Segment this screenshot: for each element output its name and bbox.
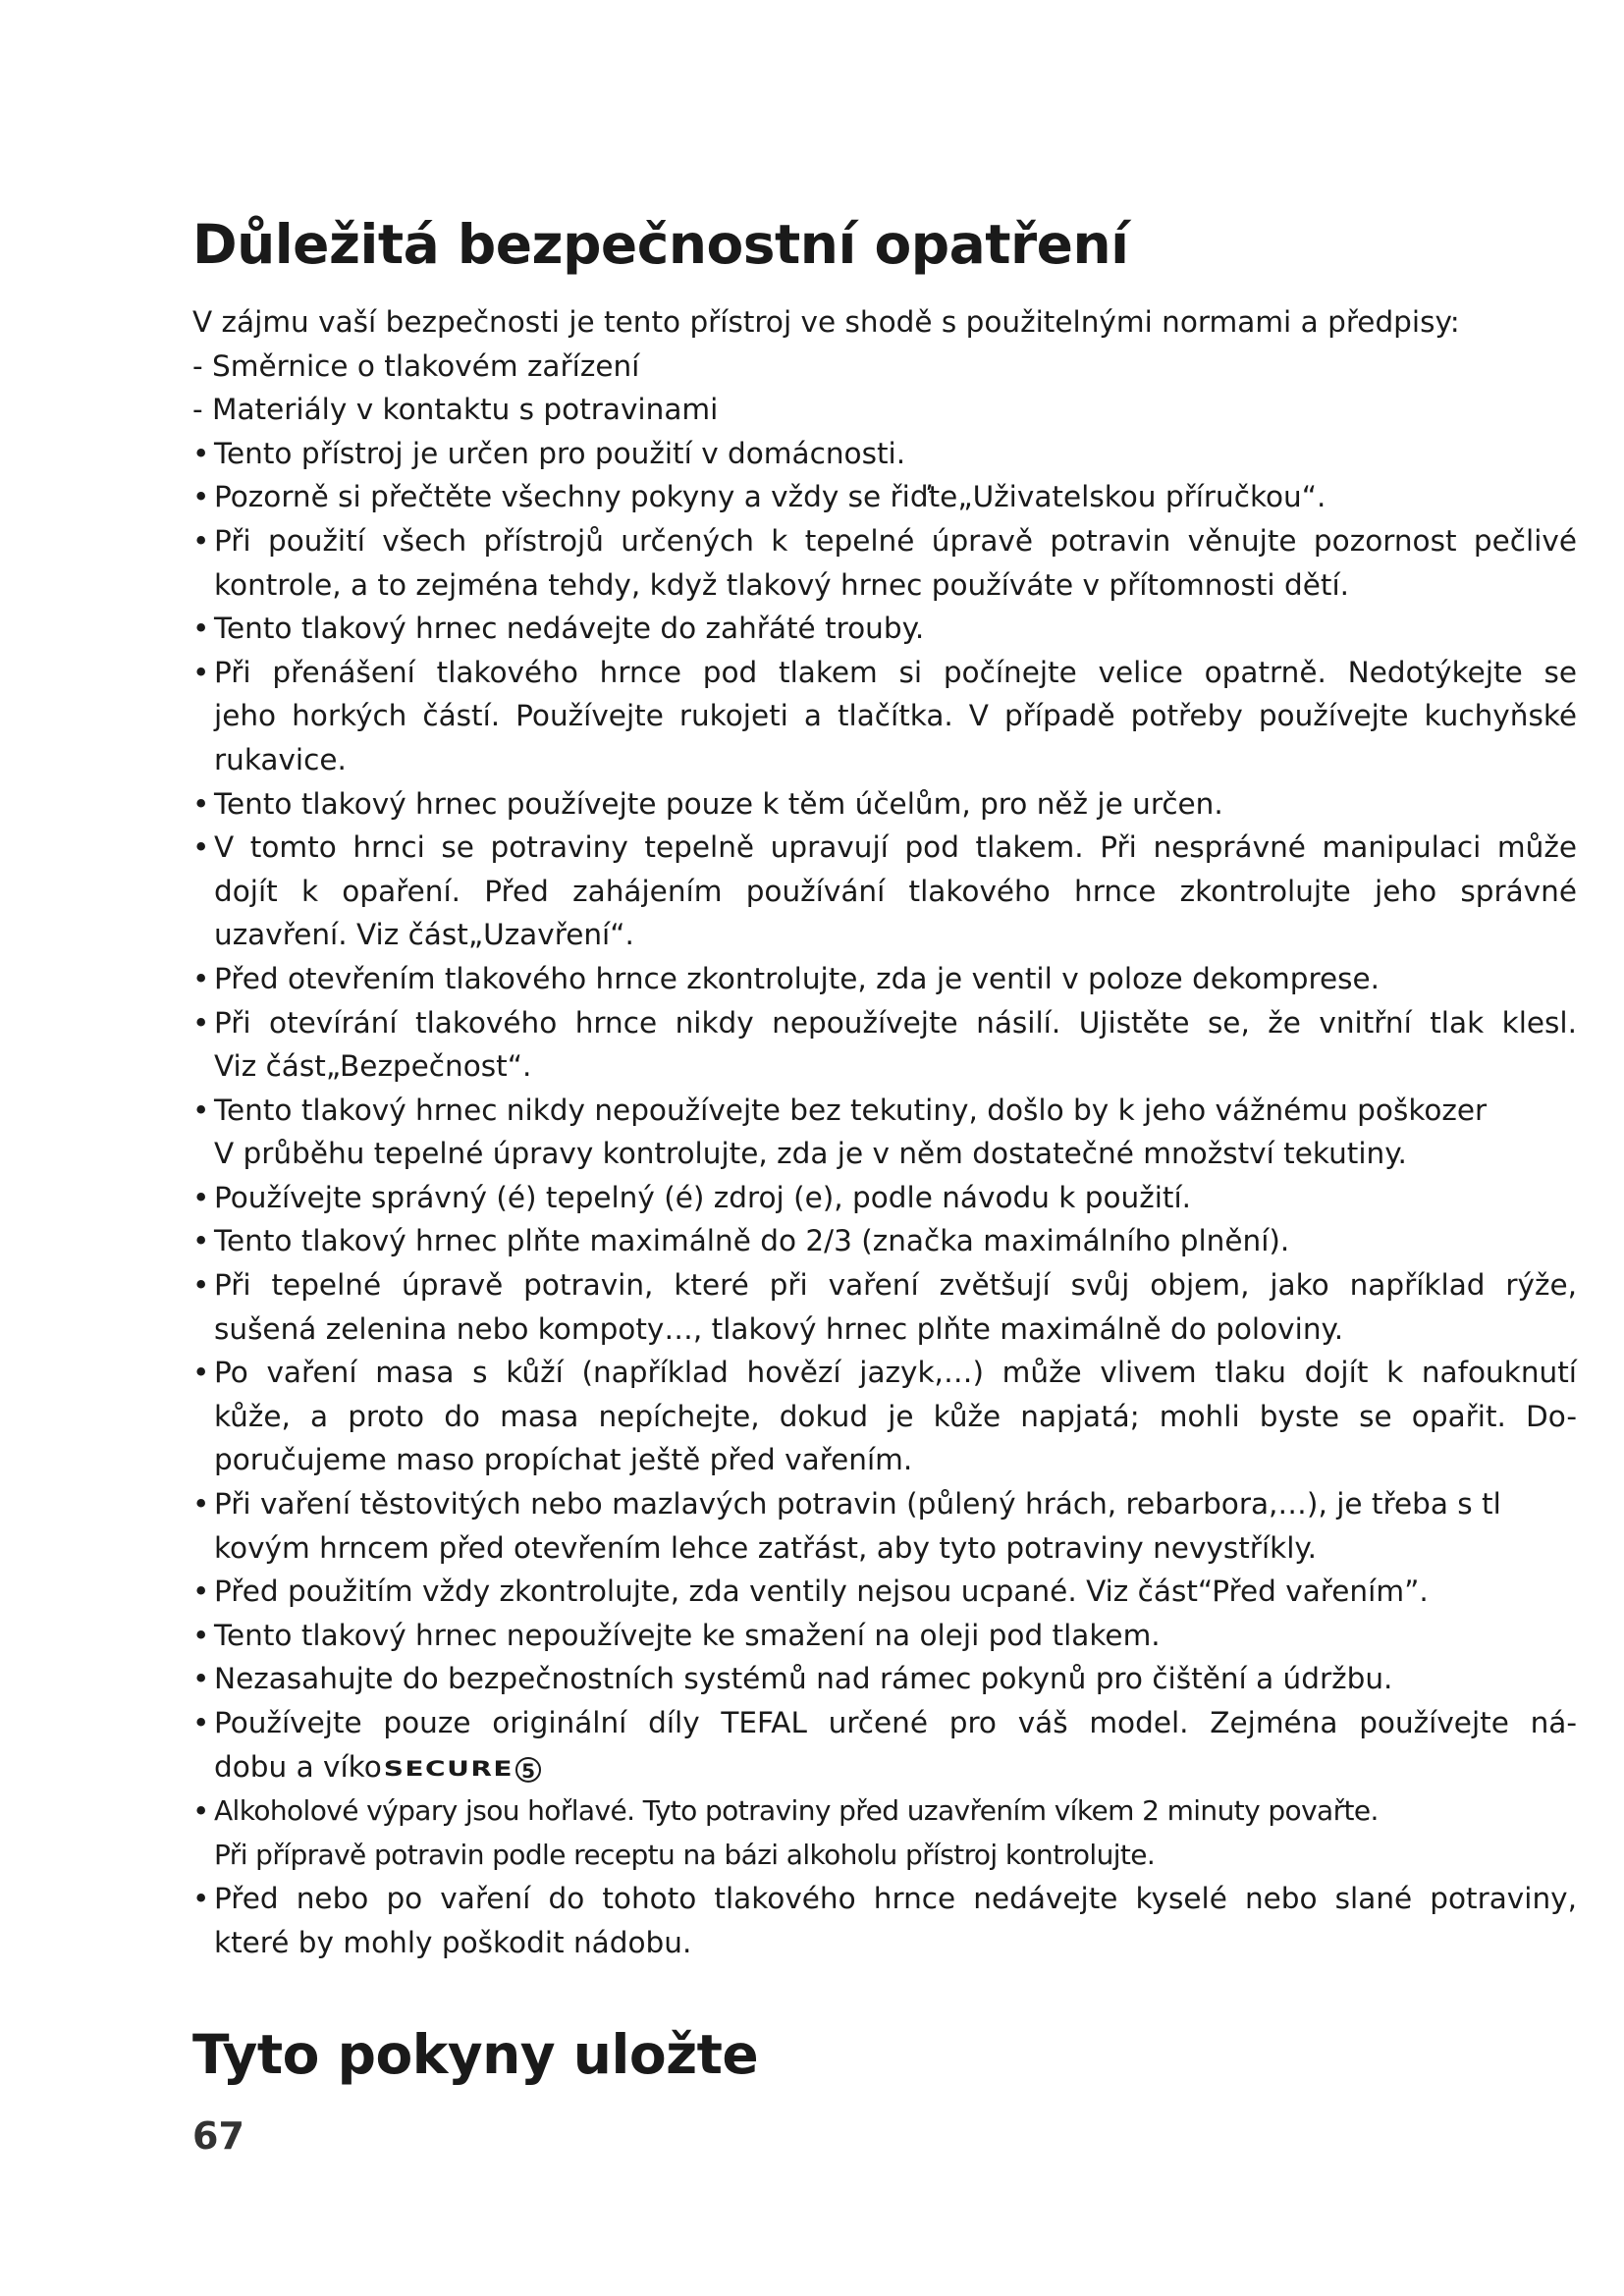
bullet-line-text: Před nebo po vaření do tohoto tlakového hrnce nedávejte kyselé nebo slané potraviny, — [214, 1882, 1577, 1916]
bullet-text — [214, 607, 1577, 651]
bullet-text — [214, 1263, 1577, 1351]
bullet-text — [214, 1482, 1577, 1570]
safety-bullet-item — [192, 432, 1577, 476]
bullet-line — [214, 1044, 1577, 1089]
bullet-line — [214, 826, 1577, 870]
safety-bullet-item — [192, 1570, 1577, 1614]
bullet-icon: • — [192, 436, 210, 470]
bullet-text — [214, 1089, 1577, 1176]
bullet-line-text: dojít k opaření. Před zahájením používání tlakového hrnce zkontrolujte jeho správné — [214, 874, 1577, 908]
bullet-line-text: Při přenášení tlakového hrnce pod tlakem si počínejte velice opatrně. Nedotýkejte se — [214, 655, 1577, 689]
bullet-text — [214, 519, 1577, 607]
bullet-line-text: Pozorně si přečtěte všechny pokyny a vždy se řiďte„Uživatelskou příručkou“. — [214, 480, 1326, 514]
bullet-line-text: Tento přístroj je určen pro použití v domácnosti. — [214, 436, 906, 470]
bullet-line-text: Tento tlakový hrnec plňte maximálně do 2/3 (značka maximálního plnění). — [214, 1224, 1290, 1258]
bullet-text — [214, 1614, 1577, 1658]
safety-bullet-list — [192, 432, 1577, 1965]
section-subtitle: Tyto pokyny uložte — [192, 2023, 759, 2086]
bullet-line-text: dobu a víko — [214, 1749, 382, 1784]
bullet-line — [214, 1219, 1577, 1263]
secure-logo — [384, 1752, 541, 1785]
bullet-line — [214, 870, 1577, 914]
bullet-line — [214, 519, 1577, 563]
safety-bullet-item — [192, 1001, 1577, 1089]
bullet-line — [214, 1877, 1577, 1921]
bullet-line-text: Viz část„Bezpečnost“. — [214, 1049, 532, 1084]
bullet-line — [214, 1351, 1577, 1395]
bullet-text — [214, 957, 1577, 1001]
bullet-line-text: uzavření. Viz část„Uzavření“. — [214, 918, 634, 952]
bullet-line-text: V tomto hrnci se potraviny tepelně upravují pod tlakem. Při nesprávné manipulaci může — [214, 830, 1577, 865]
secure-logo-text: SECURE — [383, 1756, 514, 1781]
bullet-line-text: Používejte správný (é) tepelný (é) zdroj (e), podle návodu k použití. — [214, 1180, 1192, 1214]
bullet-icon: • — [192, 1618, 210, 1652]
bullet-line — [214, 1701, 1577, 1745]
intro-list — [192, 345, 1577, 432]
bullet-line — [214, 1526, 1577, 1571]
bullet-line-text: Při vaření těstovitých nebo mazlavých potravin (půlený hrách, rebarbora,…), je třeba s tl — [214, 1487, 1501, 1522]
bullet-icon: • — [192, 523, 210, 558]
bullet-line-text: Při přípravě potravin podle receptu na bázi alkoholu přístroj kontrolujte. — [214, 1838, 1156, 1871]
bullet-line — [214, 1614, 1577, 1658]
safety-bullet-item — [192, 475, 1577, 519]
bullet-line — [214, 1395, 1577, 1439]
bullet-text — [214, 1701, 1577, 1789]
safety-bullet-item — [192, 782, 1577, 827]
bullet-icon: • — [192, 1224, 210, 1258]
safety-bullet-item — [192, 1263, 1577, 1351]
bullet-text — [214, 1877, 1577, 1964]
bullet-line-text: Tento tlakový hrnec nepoužívejte ke smažení na oleji pod tlakem. — [214, 1618, 1161, 1652]
safety-bullet-item — [192, 1219, 1577, 1263]
bullet-line-text: kůže, a proto do masa nepíchejte, dokud je kůže napjatá; mohli byste se opařit. Do- — [214, 1399, 1577, 1433]
bullet-line-text: Před použitím vždy zkontrolujte, zda ventily nejsou ucpané. Viz část“Před vařením”. — [214, 1575, 1429, 1609]
intro-item: - Směrnice o tlakovém zařízení — [192, 348, 640, 383]
safety-bullet-item — [192, 826, 1577, 957]
bullet-line-text: sušená zelenina nebo kompoty…, tlakový hrnec plňte maximálně do poloviny. — [214, 1311, 1344, 1346]
bullet-icon: • — [192, 1356, 210, 1390]
bullet-line — [214, 1001, 1577, 1045]
bullet-line-text: které by mohly poškodit nádobu. — [214, 1925, 692, 1959]
bullet-line — [214, 651, 1577, 695]
bullet-text — [214, 782, 1577, 827]
bullet-line — [214, 563, 1577, 608]
page-number: 67 — [192, 2114, 244, 2158]
bullet-line — [214, 782, 1577, 827]
bullet-line-text: Nezasahujte do bezpečnostních systémů nad rámec pokynů pro čištění a údržbu. — [214, 1662, 1393, 1696]
bullet-line-text: jeho horkých částí. Používejte rukojeti a tlačítka. V případě potřeby používejte kuchyňské — [214, 699, 1577, 733]
bullet-line-text: Při otevírání tlakového hrnce nikdy nepoužívejte násilí. Ujistěte se, že vnitřní tlak klesl. — [214, 1005, 1577, 1040]
bullet-icon: • — [192, 1662, 210, 1696]
bullet-text — [214, 1789, 1577, 1877]
safety-bullet-item — [192, 1482, 1577, 1570]
bullet-line-text: Alkoholové výpary jsou hořlavé. Tyto potraviny před uzavřením víkem 2 minuty povařte. — [214, 1794, 1379, 1828]
bullet-line-text: Tento tlakový hrnec nedávejte do zahřáté trouby. — [214, 612, 925, 646]
bullet-line-text: V průběhu tepelné úpravy kontrolujte, zda je v něm dostatečné množství tekutiny. — [214, 1137, 1407, 1171]
bullet-text — [214, 432, 1577, 476]
bullet-line — [214, 607, 1577, 651]
bullet-line-text: Před otevřením tlakového hrnce zkontrolujte, zda je ventil v poloze dekomprese. — [214, 961, 1380, 995]
bullet-line — [214, 1263, 1577, 1308]
bullet-line-text: Při tepelné úpravě potravin, které při vaření zvětšují svůj objem, jako například rýže, — [214, 1268, 1577, 1303]
bullet-line — [214, 1308, 1577, 1352]
bullet-text — [214, 1001, 1577, 1089]
bullet-line — [214, 1789, 1577, 1834]
bullet-line — [214, 1482, 1577, 1526]
bullet-icon: • — [192, 612, 210, 646]
bullet-line — [214, 1089, 1577, 1133]
bullet-icon: • — [192, 1487, 210, 1522]
bullet-line — [214, 694, 1577, 738]
bullet-text — [214, 1570, 1577, 1614]
safety-bullet-item — [192, 1176, 1577, 1220]
bullet-icon: • — [192, 1575, 210, 1609]
bullet-text — [214, 1351, 1577, 1482]
safety-bullet-item — [192, 1657, 1577, 1701]
bullet-text — [214, 475, 1577, 519]
safety-bullet-item — [192, 1789, 1577, 1877]
bullet-line — [214, 913, 1577, 957]
bullet-line — [214, 1921, 1577, 1965]
bullet-text — [214, 826, 1577, 957]
bullet-line — [214, 432, 1577, 476]
bullet-line-text: Při použití všech přístrojů určených k tepelné úpravě potravin věnujte pozornost pečlivé — [214, 523, 1577, 558]
bullet-line — [214, 1834, 1577, 1878]
safety-bullet-item — [192, 957, 1577, 1001]
safety-bullet-item — [192, 1351, 1577, 1482]
bullet-icon: • — [192, 830, 210, 865]
bullet-line-text: rukavice. — [214, 742, 347, 776]
safety-bullet-item — [192, 651, 1577, 782]
bullet-line-text: kontrole, a to zejména tehdy, když tlakový hrnec používáte v přítomnosti dětí. — [214, 567, 1350, 602]
safety-bullet-item — [192, 1877, 1577, 1964]
bullet-line — [214, 1745, 1577, 1790]
bullet-icon: • — [192, 1093, 210, 1127]
safety-bullet-item — [192, 607, 1577, 651]
bullet-line — [214, 1657, 1577, 1701]
bullet-icon: • — [192, 655, 210, 689]
bullet-icon: • — [192, 480, 210, 514]
bullet-text — [214, 1176, 1577, 1220]
bullet-line-text: Tento tlakový hrnec používejte pouze k těm účelům, pro něž je určen. — [214, 786, 1223, 821]
bullet-text — [214, 1657, 1577, 1701]
safety-bullet-item — [192, 519, 1577, 607]
bullet-icon: • — [192, 1794, 210, 1829]
bullet-line — [214, 1438, 1577, 1482]
bullet-line-text: Používejte pouze originální díly TEFAL určené pro váš model. Zejména používejte ná- — [214, 1706, 1577, 1739]
bullet-icon: • — [192, 1268, 210, 1303]
bullet-line-text: poručujeme maso propíchat ještě před vařením. — [214, 1443, 913, 1477]
safety-content — [192, 300, 1577, 1965]
bullet-text — [214, 651, 1577, 782]
bullet-line — [214, 475, 1577, 519]
bullet-line-text: Tento tlakový hrnec nikdy nepoužívejte bez tekutiny, došlo by k jeho vážnému poškozer — [214, 1093, 1488, 1127]
secure-logo-number: 5 — [515, 1757, 541, 1783]
bullet-icon: • — [192, 1882, 210, 1916]
bullet-line-text: Po vaření masa s kůží (například hovězí jazyk,…) může vlivem tlaku dojít k nafouknutí — [214, 1356, 1577, 1390]
bullet-line — [214, 1176, 1577, 1220]
bullet-line-text: kovým hrncem před otevřením lehce zatřást, aby tyto potraviny nevystříkly. — [214, 1530, 1318, 1565]
safety-bullet-item — [192, 1614, 1577, 1658]
intro-text: V zájmu vaší bezpečnosti je tento přístroj ve shodě s použitelnými normami a předpisy: — [192, 305, 1460, 339]
safety-bullet-item — [192, 1701, 1577, 1789]
bullet-line — [214, 957, 1577, 1001]
bullet-text — [214, 1219, 1577, 1263]
bullet-icon: • — [192, 1005, 210, 1040]
safety-bullet-item — [192, 1089, 1577, 1176]
bullet-line — [214, 1570, 1577, 1614]
bullet-line — [214, 738, 1577, 782]
bullet-icon: • — [192, 961, 210, 995]
intro-item: - Materiály v kontaktu s potravinami — [192, 393, 719, 427]
bullet-icon: • — [192, 1706, 210, 1739]
bullet-line — [214, 1132, 1577, 1176]
page-title: Důležitá bezpečnostní opatření — [192, 213, 1129, 276]
bullet-icon: • — [192, 1180, 210, 1214]
bullet-icon: • — [192, 786, 210, 821]
